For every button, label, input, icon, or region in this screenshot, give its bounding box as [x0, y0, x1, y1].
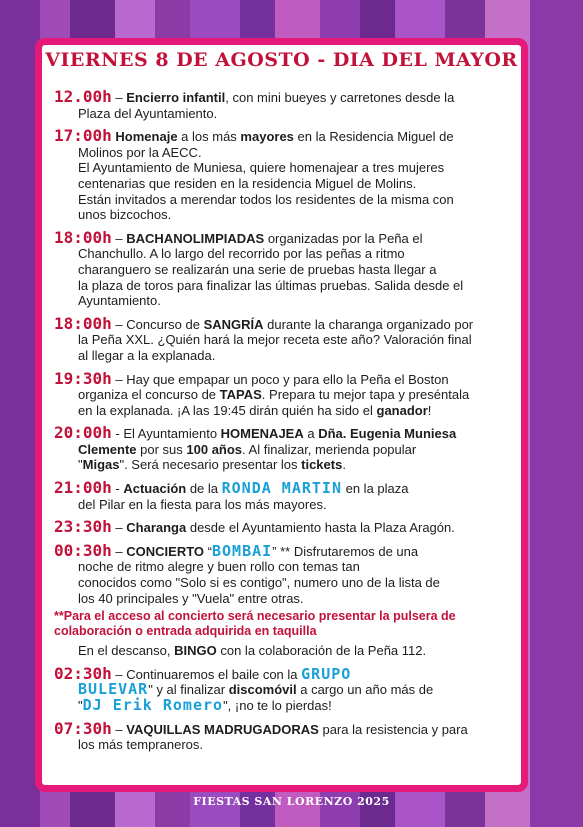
program-card: [35, 38, 528, 792]
schedule-entry: 12.00h – Encierro infantil, con mini bueyes y carretones desde la Plaza del Ayuntamiento.: [54, 87, 455, 121]
time-label: 17:00h: [54, 126, 112, 146]
schedule-entry: 02:30h – Continuaremos el baile con la GRUPO BULEVAR" y al finalizar discomóvil a cargo un año más de "DJ Erik Romero", ¡no te lo pierdas!: [54, 663, 434, 714]
highlight-name: GRUPO: [301, 664, 352, 683]
schedule-entry: 23:30h – Charanga desde el Ayuntamiento hasta la Plaza Aragón.: [54, 517, 455, 537]
time-label: 20:00h: [54, 423, 112, 443]
schedule-list: [54, 89, 524, 760]
footer-text: FIESTAS SAN LORENZO 2025: [193, 795, 390, 808]
schedule-entry: 18:00h – BACHANOLIMPIADAS organizadas por la Peña el Chanchullo. A lo largo del recorrido por las peñas a ritmo charanguero se realizarán una serie de pruebas hasta llegar a la plaza de toros para finalizar las últimas pruebas. Salida desde el Ayuntamiento.: [54, 227, 464, 309]
time-label: 12.00h: [54, 87, 112, 106]
highlight-name: RONDA MARTIN: [221, 479, 342, 498]
schedule-entry: 18:00h – Concurso de SANGRÍA durante la charanga organizado por la Peña XXL. ¿Quién hará la mejor receta este año? Valoración final al llegar a la explanada.: [54, 313, 474, 363]
schedule-entry: 00:30h – CONCIERTO “BOMBAI” ** Disfrutaremos de una noche de ritmo alegre y buen rollo con temas tan conocidos como "Solo si es contigo", numero uno de la lista de los 40 principales y "Vuela" entre otras.: [54, 540, 440, 606]
time-label: 19:30h: [54, 368, 112, 388]
highlight-name: DJ Erik Romero: [82, 696, 224, 714]
schedule-entry: 21:00h - Actuación de la RONDA MARTIN en la plaza del Pilar en la fiesta para los más mayores.: [54, 478, 409, 512]
bingo-line: En el descanso, BINGO con la colaboración de la Peña 112.: [78, 643, 427, 659]
schedule-entry: 20:00h - El Ayuntamiento HOMENAJEA a Dña. Eugenia Muniesa Clemente por sus 100 años. Al finalizar, merienda popular "Migas". Será necesario presentar los tickets.: [54, 423, 457, 473]
schedule-entry: 07:30h – VAQUILLAS MADRUGADORAS para la resistencia y para los más tempraneros.: [54, 718, 468, 753]
time-label: 07:30h: [54, 718, 112, 738]
time-label: 23:30h: [54, 517, 112, 537]
access-note: **Para el acceso al concierto será necesario presentar la pulsera de colaboración o entrada adquirida en taquilla: [54, 609, 456, 639]
highlight-name: BULEVAR: [78, 680, 149, 699]
time-label: 21:00h: [54, 478, 112, 498]
highlight-name: BOMBAI: [211, 541, 273, 560]
time-label: 18:00h: [54, 313, 112, 333]
schedule-entry: 19:30h – Hay que empapar un poco y para ello la Peña el Boston organiza el concurso de TAPAS. Prepara tu mejor tapa y preséntala en la explanada. ¡A las 19:45 dirán quién ha sido el ganador!: [54, 368, 470, 418]
time-label: 18:00h: [54, 227, 112, 247]
page-title: VIERNES 8 DE AGOSTO - DIA DEL MAYOR: [45, 49, 518, 71]
schedule-entry: 17:00h Homenaje a los más mayores en la Residencia Miguel de Molinos por la AECC. El Ayuntamiento de Muniesa, quiere homenajear a tres mujeres centenarias que residen en la residencia Miguel de Molins. Están invitados a merendar todos los residentes de la misma con unos bizcochos.: [54, 126, 454, 223]
time-label: 02:30h: [54, 663, 112, 683]
time-label: 00:30h: [54, 540, 112, 560]
